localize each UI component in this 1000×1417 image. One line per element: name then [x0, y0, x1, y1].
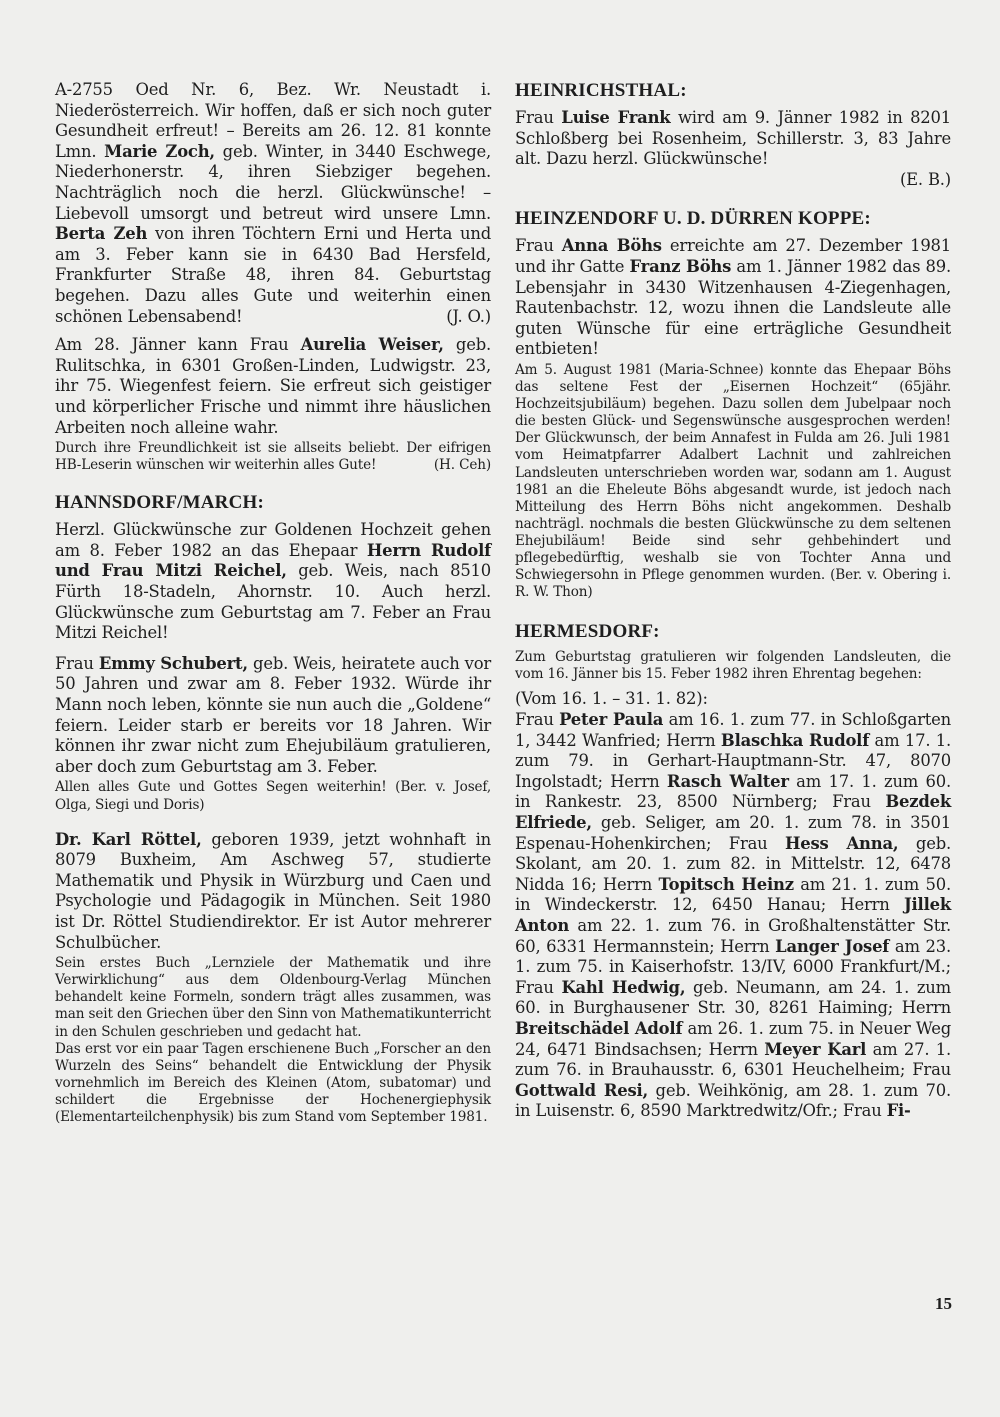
text-run: geb. Rulitschka, in 6301 Großen-Linden, Ludwigstr. 23, ihr 75. Wiegenfest feiern. Sie erfreut sich geistiger und körperlicher Frische und nimmt ihre häuslichen Arbeiten noch alleine wahr.: [55, 335, 492, 437]
text-run: erreichte am 27. Dezember 1981 und ihr Gatte: [515, 236, 951, 276]
paragraph: [55, 80, 491, 327]
text-run: Frau: [515, 108, 562, 127]
bold-name: Peter Paula: [559, 710, 664, 730]
section-heading: [55, 492, 491, 514]
text-run: am 16. 1. zum 77. in Schloßgarten 1, 3442 Wanfried; Herrn: [515, 710, 951, 750]
text-run: geb. Weis, nach 8510 Fürth 18-Stadeln, Ahornstr. 10. Auch herzl. Glückwünsche zum Geburtstag am 7. Feber an Frau Mitzi Reichel!: [55, 561, 492, 643]
text-run: geb. Neumann, am 24. 1. zum 60. in Burghausener Str. 30, 8261 Haiming; Herrn: [515, 977, 951, 1018]
bold-name: Jillek Anton: [515, 895, 951, 935]
bold-name: Aurelia Weiser,: [300, 335, 444, 355]
section-heading: [515, 621, 951, 643]
text-run: geb. Winter, in 3440 Eschwege, Niederhonerstr. 4, ihren Siebziger begehen. Nachträglich noch die herzl. Glückwünsche! – Liebevoll umsorgt und betreut wird unsere Lmn.: [55, 141, 491, 223]
text-run: wird am 9. Jänner 1982 in 8201 Schloßberg bei Rosenheim, Schillerstr. 3, 83 Jahre alt. Dazu herzl. Glückwünsche!: [515, 108, 951, 169]
text-run: am 1. Jänner 1982 das 89. Lebensjahr in 3430 Witzenhausen 4-Ziegenhagen, Rautenbachstr. 12, wozu ihnen die Landsleute alle guten Wünsche für eine erträgliche Gesundheit entbieten!: [515, 256, 951, 359]
text-run: Das erst vor ein paar Tagen erschienene Buch „Forscher an den Wurzeln des Seins“ behandelt die Entwicklung der Physik vornehmlich im Bereich des Kleinen (Atom, subatomar) und schildert die Ergebnisse der Hochenergiephysik (Elementarteilchenphysik) bis zum Stand vom September 1981.: [55, 1040, 491, 1125]
text-run: Frau: [515, 236, 562, 256]
text-run: geb. Skolant, am 20. 1. zum 82. in Mittelstr. 12, 6478 Nidda 16; Herrn: [515, 833, 951, 894]
text-run: HANNSDORF/MARCH:: [55, 492, 265, 514]
bold-name: Fi-: [886, 1101, 911, 1121]
text-run: geb. Weis, heiratete auch vor 50 Jahren und zwar am 8. Feber 1932. Würde ihr Mann noch leben, könnte sie nun auch die „Goldene“ feiern. Leider starb er bereits vor 18 Jahren. Wir können ihr zwar nicht zum Ehejubiläum gratulieren, aber doch zum Geburtstag am 3. Feber.: [55, 653, 492, 776]
bold-name: Marie Zoch,: [104, 141, 215, 161]
bold-name: Gottwald Resi,: [515, 1080, 649, 1100]
page-number: 15: [935, 1294, 952, 1313]
paragraph: [515, 710, 951, 1122]
text-run: (E. B.): [899, 169, 951, 189]
text-run: Herzl. Glückwünsche zur Goldenen Hochzeit gehen am 8. Feber 1982 an das Ehepaar: [55, 520, 491, 560]
text-run: am 17. 1. zum 60. in Rankestr. 23, 8500 Nürnberg; Frau: [515, 771, 952, 812]
text-run: Durch ihre Freundlichkeit ist sie allseits beliebt. Der eifrigen HB-Leserin wünschen wir weiterhin alles Gute!: [55, 440, 491, 474]
text-run: A-2755 Oed Nr. 6, Bez. Wr. Neustadt i. Niederösterreich. Wir hoffen, daß er sich noch guter Gesundheit erfreut! – Bereits am 26. 12. 81 konnte Lmn.: [55, 80, 491, 161]
section-heading: [515, 80, 951, 102]
text-run: (Vom 16. 1. – 31. 1. 82):: [515, 689, 708, 709]
text-run: von ihren Töchtern Erni und Herta und am 3. Feber kann sie in 6430 Bad Hersfeld, Frankfurter Straße 48, ihren 84. Geburtstag begehen. Dazu alles Gute und weiterhin einen schönen Lebensabend!: [55, 224, 491, 326]
paragraph: [515, 689, 951, 710]
bold-name: Anna Böhs: [561, 236, 662, 256]
text-run: geb. Seliger, am 20. 1. zum 78. in 3501 Espenau-Hohenkirchen; Frau: [515, 813, 951, 853]
paragraph: [55, 830, 491, 954]
text-run: Frau: [515, 710, 560, 730]
bold-name: Herrn Rudolf und Frau Mitzi Reichel,: [55, 540, 491, 581]
text-run: am 21. 1. zum 50. in Windeckerstr. 12, 6450 Hanau; Herrn: [515, 874, 951, 915]
paragraph: [55, 335, 491, 438]
bold-name: Meyer Karl: [764, 1039, 867, 1059]
left-column: [55, 80, 491, 1126]
paragraph: [55, 520, 491, 644]
text-run: HEINZENDORF U. D. DÜRREN KOPPE:: [515, 208, 871, 230]
bold-name: Berta Zeh: [55, 224, 148, 244]
bold-name: Rasch Walter: [666, 771, 789, 791]
paragraph: [55, 779, 491, 813]
text-run: am 23. 1. zum 75. in Kaiserhofstr. 13/IV, 6000 Frankfurt/M.; Frau: [515, 936, 951, 997]
bold-name: Dr. Karl Röttel,: [55, 829, 202, 849]
text-run: am 26. 1. zum 75. in Neuer Weg 24, 6471 Bindsachsen; Herrn: [515, 1018, 951, 1059]
text-run: Zum Geburtstag gratulieren wir folgenden Landsleuten, die vom 16. Jänner bis 15. Feber 1982 ihren Ehrentag begehen:: [515, 649, 951, 683]
text-run: geboren 1939, jetzt wohnhaft in 8079 Buxheim, Am Aschweg 57, studierte Mathematik und Physik in Würzburg und Caen und Psychologie und Pädagogik in München. Seit 1980 ist Dr. Röttel Studiendirektor. Er ist Autor mehrerer Schulbücher.: [55, 829, 491, 952]
author-initials: (H. Ceh): [433, 457, 491, 474]
bold-name: Langer Josef: [775, 936, 890, 956]
text-run: am 22. 1. zum 76. in Großhaltenstätter Str. 60, 6331 Hermannstein; Herrn: [515, 915, 951, 956]
text-run: Am 5. August 1981 (Maria-Schnee) konnte das Ehepaar Böhs das seltene Fest der „Eisernen Hochzeit“ (65jähr. Hochzeitsjubiläum) begehen. Dazu sollen dem Jubelpaar noch die besten Glück- und Segenswünsche ausgesprochen werden! Der Glückwunsch, der beim Annafest in Fulda am 26. Juli 1981 vom Heimatpfarrer Adalbert Lachnit und zahlreichen Landsleuten unterschrieben worden war, sodann am 1. August 1981 an die Eheleute Böhs abgesandt wurde, ist jedoch nach Mitteilung des Herrn Böhs nicht angekommen. Deshalb nachträgl. nochmals die besten Glückwünsche zu dem seltenen Ehejubiläum! Beide sind sehr gehbehindert und pflegebedürftig, weshalb sie von Tochter Anna und Schwiegersohn in Pflege genommen wurden. (Ber. v. Obering i. R. W. Thon): [515, 361, 951, 601]
bold-name: Franz Böhs: [629, 256, 732, 276]
paragraph: [55, 440, 491, 474]
paragraph: [515, 362, 951, 601]
paragraph: [515, 108, 951, 170]
paragraph: [55, 1041, 491, 1126]
paragraph: [55, 955, 491, 1040]
text-run: geb. Weihkönig, am 28. 1. zum 70. in Luisenstr. 6, 8590 Marktredwitz/Ofr.; Frau: [515, 1080, 951, 1121]
text-run: Allen alles Gute und Gottes Segen weiterhin! (Ber. v. Josef, Olga, Siegi und Doris): [55, 779, 491, 813]
text-run: Frau: [55, 653, 99, 673]
text-run: HERMESDORF:: [515, 621, 660, 643]
text-run: am 27. 1. zum 76. in Brauhausstr. 6, 6301 Heuchelheim; Frau: [515, 1039, 952, 1080]
paragraph: [515, 236, 951, 360]
bold-name: Luise Frank: [561, 108, 671, 127]
paragraph: [515, 649, 951, 683]
bold-name: Topitsch Heinz: [658, 874, 794, 894]
bold-name: Hess Anna,: [784, 833, 899, 853]
text-run: HEINRICHSTHAL:: [515, 80, 687, 101]
bold-name: Kahl Hedwig,: [561, 977, 686, 997]
text-run: Sein erstes Buch „Lernziele der Mathematik und ihre Verwirklichung“ aus dem Oldenbourg-Verlag München behandelt keine Formeln, sondern trägt alles zusammen, was man seit den Griechen über den Sinn von Mathematikunterricht in den Schulen geschrieben und gedacht hat.: [55, 955, 491, 1040]
paragraph: [55, 654, 491, 778]
bold-name: Blaschka Rudolf: [720, 730, 870, 750]
section-heading: [515, 208, 951, 230]
text-run: Am 28. Jänner kann Frau: [55, 335, 301, 355]
author-initials: (J. O.): [446, 306, 491, 326]
right-column: [515, 80, 951, 1122]
paragraph: [515, 170, 951, 191]
bold-name: Breitschädel Adolf: [515, 1018, 683, 1038]
bold-name: Bezdek Elfriede,: [515, 792, 951, 832]
bold-name: Emmy Schubert,: [98, 653, 248, 673]
text-run: am 17. 1. zum 79. in Gerhart-Hauptmann-Str. 47, 8070 Ingolstadt; Herrn: [515, 730, 951, 791]
